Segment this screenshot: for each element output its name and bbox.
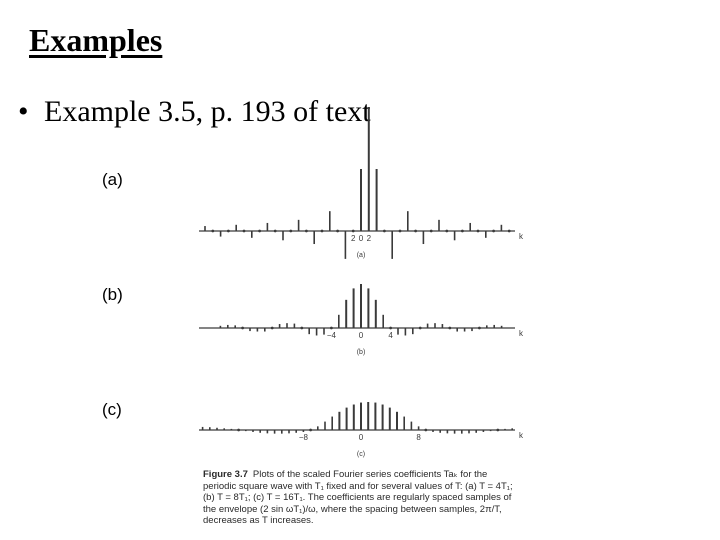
zero-sample-b: [478, 327, 481, 330]
zero-sample-b: [389, 327, 392, 330]
tick-label-b: 4: [388, 331, 393, 340]
zero-sample-a: [321, 230, 324, 233]
zero-sample-a: [508, 230, 511, 233]
zero-sample-a: [336, 230, 339, 233]
zero-sample-b: [448, 327, 451, 330]
zero-sample-c: [424, 429, 427, 432]
bullet-text: Example 3.5, p. 193 of text: [44, 95, 371, 128]
figure-caption-text: Plots of the scaled Fourier series coefficients Taₖ for the periodic square wave with T₁ fixed and for several values of T: (a) T = 4T₁; (b) T = 8T₁; (c) T = 16T₁. The coefficients are regularly spaced samples of the envelope (2 sin ωT₁)/ω, where the spacing between samples, 2π/T, decreases as T increases.: [203, 469, 513, 527]
panel-label-b: (b): [102, 285, 123, 304]
zero-sample-a: [211, 230, 214, 233]
tick-label-a: 2: [350, 234, 356, 243]
zero-sample-c: [496, 429, 499, 432]
tick-label-a: 0: [358, 234, 364, 243]
tick-label-c: −8: [298, 433, 308, 442]
panel-sublabel-c: (c): [356, 451, 366, 458]
zero-sample-a: [305, 230, 308, 233]
zero-sample-a: [414, 230, 417, 233]
tick-label-a: 2: [366, 234, 372, 243]
zero-sample-a: [274, 230, 277, 233]
tick-label-c: 8: [416, 433, 421, 442]
axis-end-label-a: k: [519, 232, 523, 241]
panel-label-c: (c): [102, 400, 122, 419]
slide-title: Examples: [29, 22, 163, 58]
zero-sample-a: [445, 230, 448, 233]
zero-sample-a: [492, 230, 495, 233]
zero-sample-a: [227, 230, 230, 233]
zero-sample-c: [309, 429, 312, 432]
zero-sample-a: [477, 230, 480, 233]
zero-sample-a: [461, 230, 464, 233]
axis-end-label-c: k: [519, 431, 523, 440]
axis-end-label-b: k: [519, 329, 523, 338]
zero-sample-b: [419, 327, 422, 330]
zero-sample-a: [243, 230, 246, 233]
zero-sample-a: [399, 230, 402, 233]
zero-sample-c: [237, 429, 240, 432]
zero-sample-a: [258, 230, 261, 233]
zero-sample-b: [271, 327, 274, 330]
tick-label-b: 0: [358, 331, 364, 340]
zero-sample-b: [330, 327, 333, 330]
zero-sample-a: [352, 230, 355, 233]
tick-label-b: −4: [326, 331, 336, 340]
figure-caption: [203, 469, 523, 527]
zero-sample-a: [289, 230, 292, 233]
zero-sample-b: [300, 327, 303, 330]
bullet-dot-icon: •: [18, 95, 29, 128]
panel-label-a: (a): [102, 170, 123, 189]
zero-sample-a: [383, 230, 386, 233]
figure-caption-label: Figure 3.7: [203, 469, 248, 480]
panel-sublabel-a: (a): [356, 252, 366, 259]
tick-label-c: 0: [358, 433, 364, 442]
zero-sample-b: [241, 327, 244, 330]
panel-sublabel-b: (b): [356, 349, 366, 356]
zero-sample-a: [430, 230, 433, 233]
